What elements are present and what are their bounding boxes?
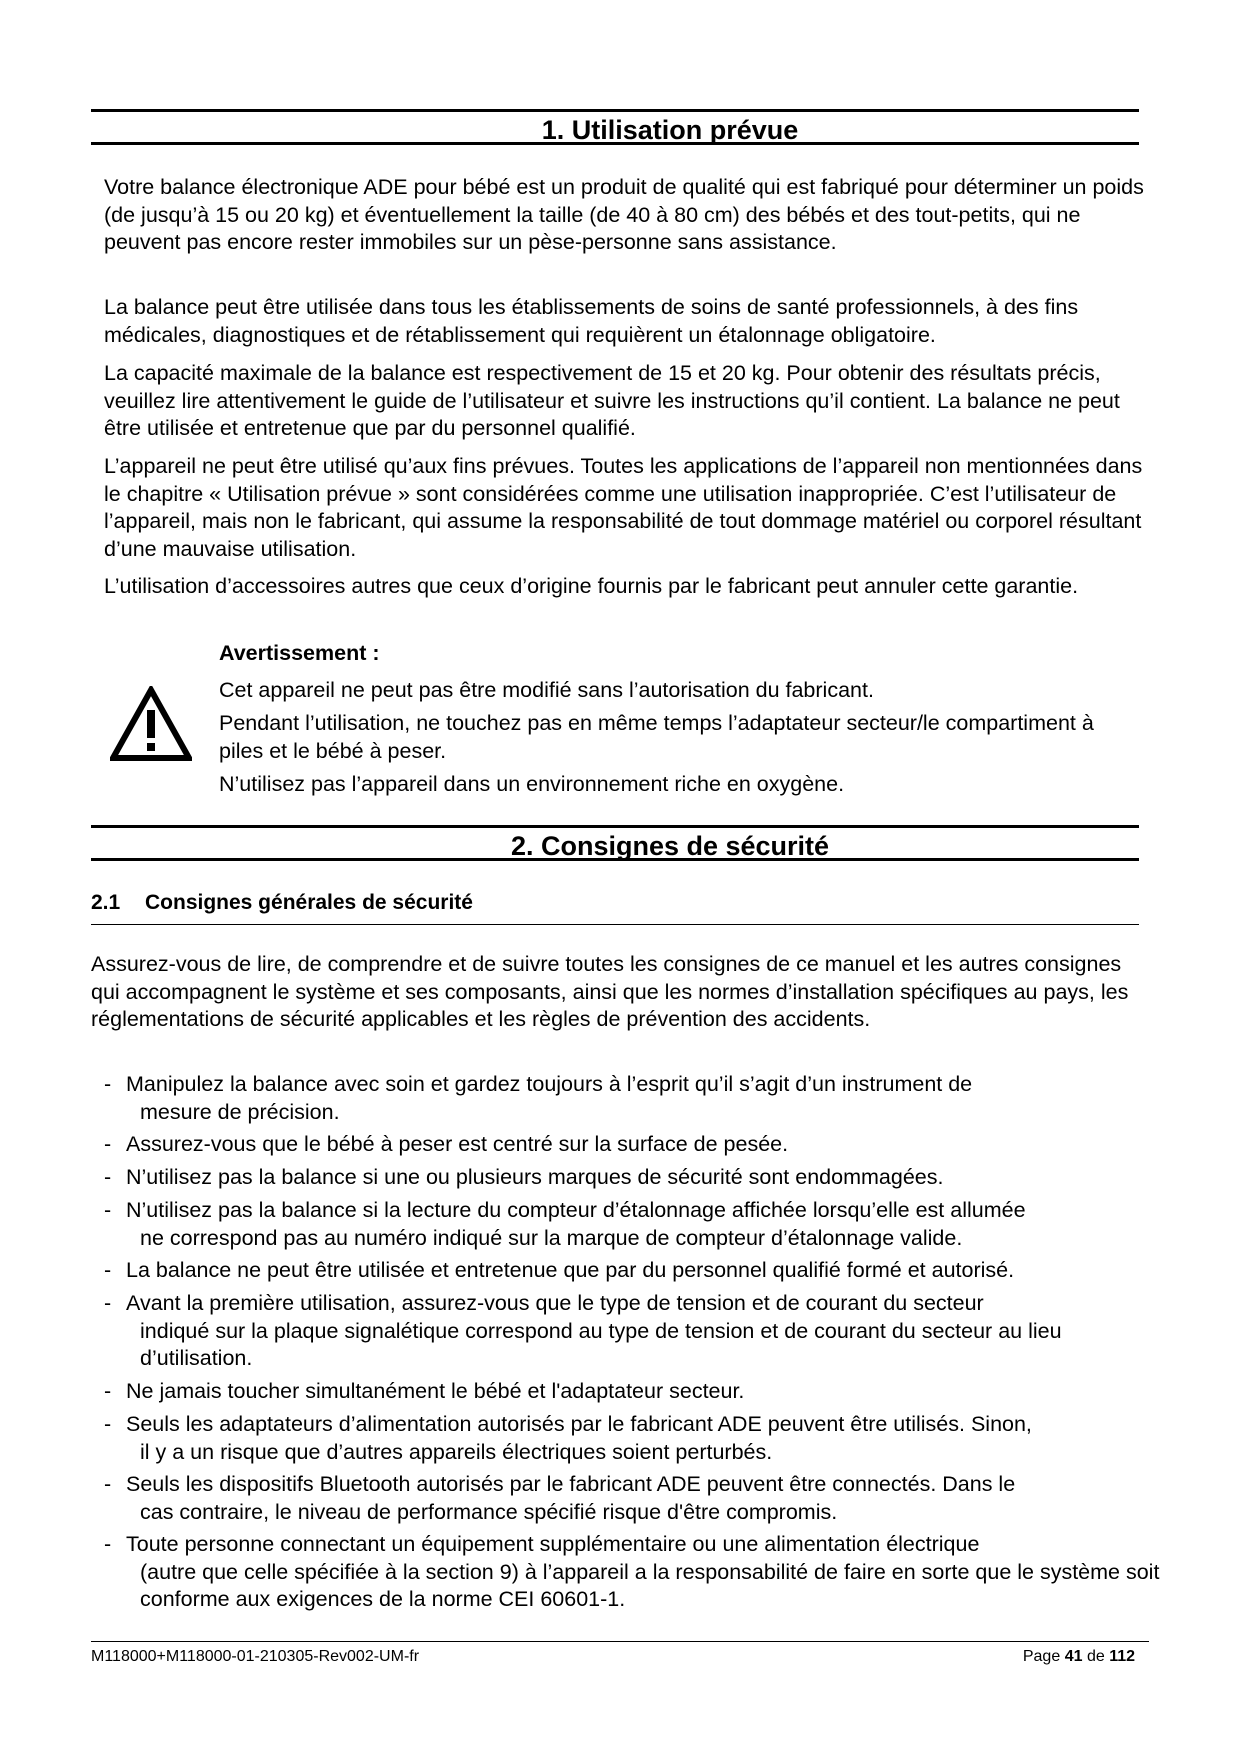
paragraph-1: Votre balance électronique ADE pour bébé est un produit de qualité qui est fabriqué pour déterminer un poids (de jusqu’à 15 ou 20 kg) et éventuellement la taille (de 40 à 80 cm) des bébés et des tout-petits, qui ne peuvent pas encore rester immobiles sur un pèse-personne sans assistance. xyxy=(104,175,1144,254)
document-id: M118000+M118000-01-210305-Rev002-UM-fr xyxy=(91,1648,420,1665)
list-item: - N’utilisez pas la balance si une ou plusieurs marques de sécurité sont endommagées. xyxy=(104,1165,944,1189)
safety-intro: Assurez-vous de lire, de comprendre et de suivre toutes les consignes de ce manuel et les autres consignes qui accompagnent le système et ses composants, ainsi que les normes d’installation spécifiques au pays, les réglementations de sécurité applicables et les règles de prévention des accidents. xyxy=(91,952,1129,1031)
list-item: - N’utilisez pas la balance si la lecture du compteur d’étalonnage affichée lorsqu’elle est allumée ne correspond pas au numéro indiqué sur la marque de compteur d’étalonnage valide. xyxy=(104,1198,1026,1250)
warning-line-3: N’utilisez pas l’appareil dans un environnement riche en oxygène. xyxy=(219,772,845,796)
subsection-number: 2.1 xyxy=(91,891,121,914)
warning-line-1: Cet appareil ne peut pas être modifié sans l’autorisation du fabricant. xyxy=(219,677,874,702)
list-item: - Assurez-vous que le bébé à peser est centré sur la surface de pesée. xyxy=(104,1132,789,1156)
list-item: - Seuls les adaptateurs d’alimentation autorisés par le fabricant ADE peuvent être utilisés. Sinon, il y a un risque que d’autres appareils électriques soient perturbés. xyxy=(104,1412,1032,1464)
list-item: - Toute personne connectant un équipement supplémentaire ou une alimentation électrique (autre que celle spécifiée à la section 9) à l’appareil a la responsabilité de faire en sorte que le système soit conforme aux exigences de la norme CEI 60601-1. xyxy=(104,1532,1160,1611)
paragraph-4: L’appareil ne peut être utilisé qu’aux fins prévues. Toutes les applications de l’appareil non mentionnées dans le chapitre « Utilisation prévue » sont considérées comme une utilisation inappropriée. C’est l’utilisateur de l’appareil, mais non le fabricant, qui assume la responsabilité de tout dommage matériel ou corporel résultant d’une mauvaise utilisation. xyxy=(104,454,1143,561)
list-item: - Ne jamais toucher simultanément le bébé et l'adaptateur secteur. xyxy=(104,1379,745,1403)
section-1-title: 1. Utilisation prévue xyxy=(91,109,1139,145)
subsection-heading xyxy=(91,888,1139,925)
page-number: Page 41 de 112 xyxy=(1022,1648,1135,1665)
paragraph-5: L’utilisation d’accessoires autres que ceux d’origine fournis par le fabricant peut annuler cette garantie. xyxy=(104,574,1079,598)
section-2-title: 2. Consignes de sécurité xyxy=(91,825,1139,861)
list-item: - Seuls les dispositifs Bluetooth autorisés par le fabricant ADE peuvent être connectés. Dans le cas contraire, le niveau de performance spécifié risque d'être compromis. xyxy=(104,1472,1016,1524)
list-item: - Manipulez la balance avec soin et gardez toujours à l’esprit qu’il s’agit d’un instrument de mesure de précision. xyxy=(104,1072,973,1124)
warning-triangle-icon xyxy=(110,686,192,762)
list-item: - La balance ne peut être utilisée et entretenue que par du personnel qualifié formé et autorisé. xyxy=(104,1258,1015,1282)
warning-line-2: Pendant l’utilisation, ne touchez pas en même temps l’adaptateur secteur/le compartiment à piles et le bébé à peser. xyxy=(219,711,1094,763)
subsection-title: Consignes générales de sécurité xyxy=(145,891,473,914)
paragraph-2: La balance peut être utilisée dans tous les établissements de soins de santé professionnels, à des fins médicales, diagnostiques et de rétablissement qui requièrent un étalonnage obligatoire. xyxy=(104,295,1079,347)
warning-block xyxy=(219,640,1119,799)
list-item: - Avant la première utilisation, assurez-vous que le type de tension et de courant du secteur indiqué sur la plaque signalétique correspond au type de tension et de courant du secteur au lieu d’utilisation. xyxy=(104,1291,1062,1370)
warning-title: Avertissement : xyxy=(219,641,380,665)
paragraph-3: La capacité maximale de la balance est respectivement de 15 et 20 kg. Pour obtenir des résultats précis, veuillez lire attentivement le guide de l’utilisateur et suivre les instructions qu’il contient. La balance ne peut être utilisée et entretenue que par du personnel qualifié. xyxy=(104,361,1120,440)
page-footer xyxy=(91,1641,1149,1668)
